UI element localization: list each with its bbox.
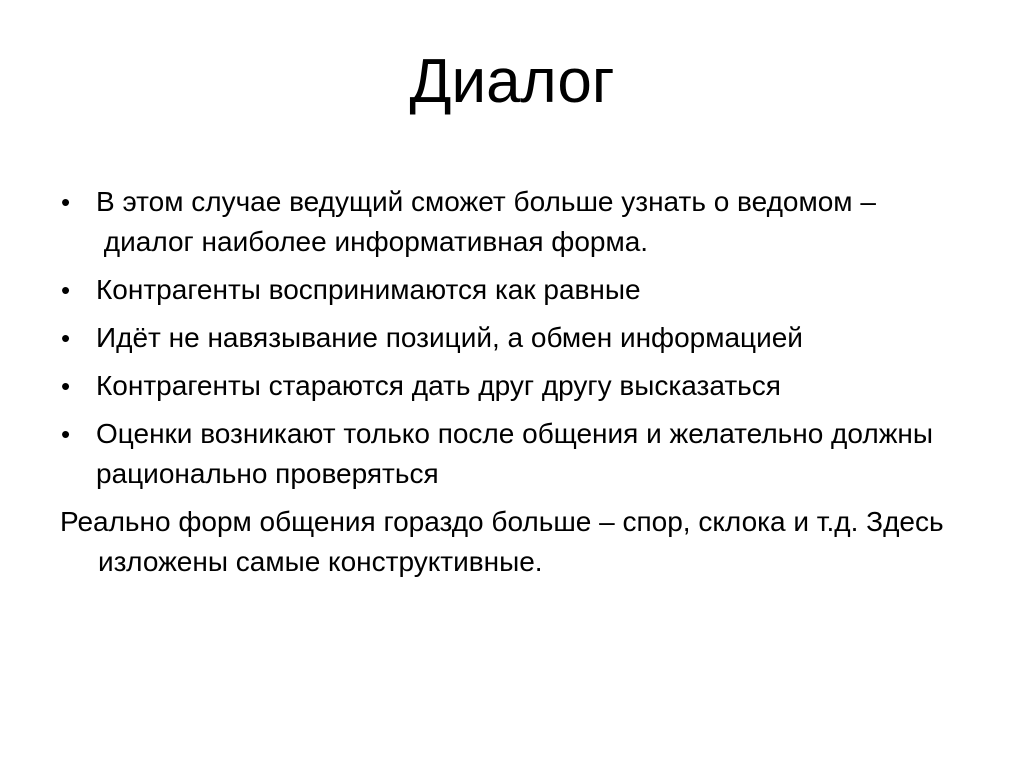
list-item: [60, 414, 944, 494]
list-item: [60, 270, 944, 310]
bullet-text: Контрагенты стараются дать друг другу высказаться: [96, 370, 781, 401]
list-item: [60, 182, 944, 262]
bullet-text: Контрагенты воспринимаются как равные: [96, 274, 641, 305]
bullet-icon: •: [61, 419, 71, 449]
slide-title: Диалог: [409, 47, 615, 116]
bullet-text: В этом случае ведущий сможет больше узнать о ведомом – диалог наиболее информативная форма.: [96, 186, 876, 257]
bullet-icon: •: [61, 275, 71, 305]
bullet-text: Оценки возникают только после общения и желательно должны рационально проверяться: [96, 418, 934, 489]
bullet-icon: •: [61, 323, 71, 353]
closing-paragraph: Реально форм общения гораздо больше – спор, склока и т.д. Здесь изложены самые конструктивные.: [60, 506, 944, 577]
bullet-text: Идёт не навязывание позиций, а обмен информацией: [96, 322, 803, 353]
bullet-icon: •: [61, 371, 71, 401]
bullet-icon: •: [61, 187, 71, 217]
list-item: [60, 318, 944, 358]
bullet-list: [60, 182, 944, 494]
list-item: [60, 366, 944, 406]
slide-body: [0, 182, 1024, 582]
